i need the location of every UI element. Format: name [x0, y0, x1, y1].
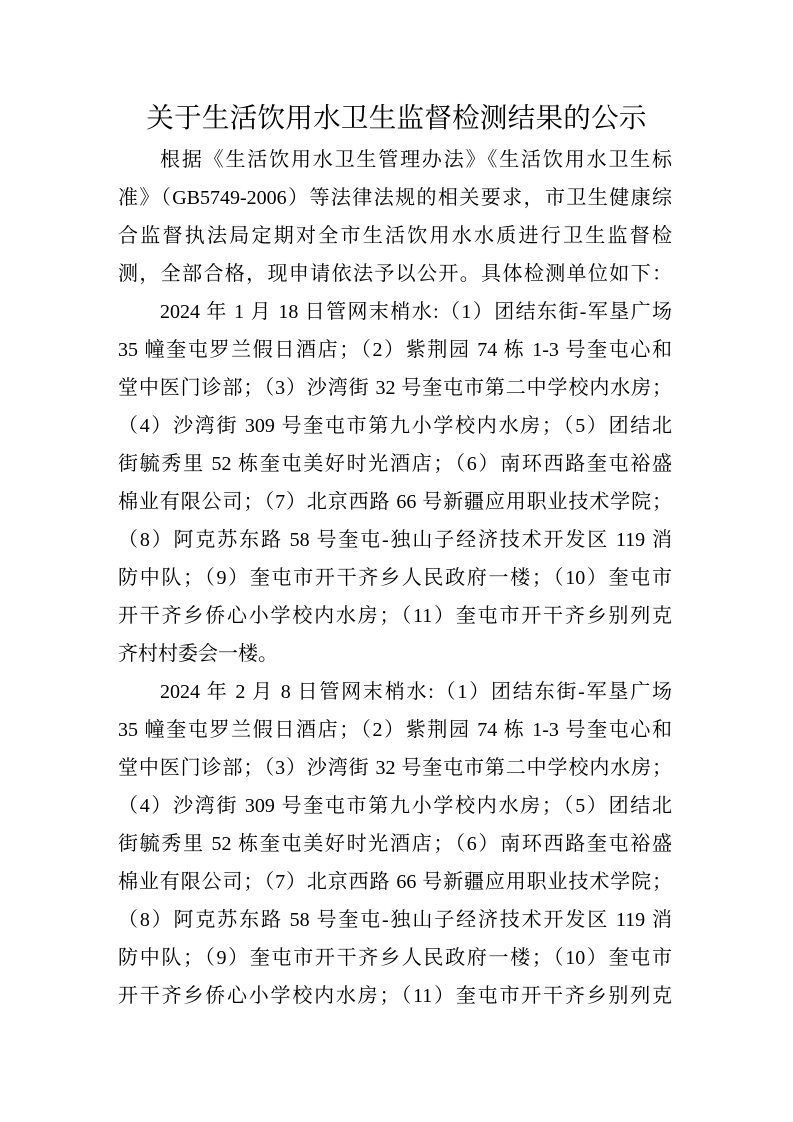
paragraph-line: 街毓秀里 52 栋奎屯美好时光酒店；（6）南环西路奎屯裕盛: [118, 833, 672, 855]
paragraph-line: 准》（GB5749-2006）等法律法规的相关要求，市卫生健康综: [118, 187, 672, 209]
paragraph-february-sampling: [118, 673, 672, 1015]
paragraph-line: （8）阿克苏东路 58 号奎屯-独山子经济技术开发区 119 消: [118, 909, 672, 931]
paragraph-line: 合监督执法局定期对全市生活饮用水水质进行卫生监督检: [118, 225, 672, 247]
paragraph-line: 棉业有限公司；（7）北京西路 66 号新疆应用职业技术学院；: [118, 491, 672, 513]
paragraph-line: （4）沙湾街 309 号奎屯市第九小学校内水房；（5）团结北: [118, 795, 672, 817]
paragraph-line: 根据《生活饮用水卫生管理办法》《生活饮用水卫生标: [160, 149, 672, 171]
paragraph-line: 开干齐乡侨心小学校内水房；（11）奎屯市开干齐乡别列克: [118, 985, 672, 1007]
paragraph-line: 35 幢奎屯罗兰假日酒店；（2）紫荆园 74 栋 1-3 号奎屯心和: [118, 719, 672, 741]
paragraph-line: 测，全部合格，现申请依法予以公开。具体检测单位如下：: [118, 263, 672, 285]
paragraph-line: 齐村村委会一楼。: [118, 643, 278, 665]
paragraph-line: （4）沙湾街 309 号奎屯市第九小学校内水房；（5）团结北: [118, 415, 672, 437]
paragraph-line: 防中队；（9）奎屯市开干齐乡人民政府一楼；（10）奎屯市: [118, 567, 672, 589]
paragraph-january-sampling: [118, 293, 672, 673]
paragraph-line: 35 幢奎屯罗兰假日酒店；（2）紫荆园 74 栋 1-3 号奎屯心和: [118, 339, 672, 361]
paragraph-line: 棉业有限公司；（7）北京西路 66 号新疆应用职业技术学院；: [118, 871, 672, 893]
paragraph-line: 开干齐乡侨心小学校内水房；（11）奎屯市开干齐乡别列克: [118, 605, 672, 627]
paragraph-line: 2024 年 2 月 8 日管网末梢水:（1）团结东街-军垦广场: [160, 681, 672, 703]
paragraph-line: 街毓秀里 52 栋奎屯美好时光酒店；（6）南环西路奎屯裕盛: [118, 453, 672, 475]
paragraph-line: （8）阿克苏东路 58 号奎屯-独山子经济技术开发区 119 消: [118, 529, 672, 551]
paragraph-intro: [118, 141, 672, 293]
paragraph-line: 2024 年 1 月 18 日管网末梢水:（1）团结东街-军垦广场: [160, 301, 672, 323]
document-body: [118, 141, 672, 1015]
paragraph-line: 堂中医门诊部；（3）沙湾街 32 号奎屯市第二中学校内水房；: [118, 757, 672, 779]
page-title: 关于生活饮用水卫生监督检测结果的公示: [146, 102, 647, 133]
paragraph-line: 堂中医门诊部；（3）沙湾街 32 号奎屯市第二中学校内水房；: [118, 377, 672, 399]
paragraph-line: 防中队；（9）奎屯市开干齐乡人民政府一楼；（10）奎屯市: [118, 947, 672, 969]
